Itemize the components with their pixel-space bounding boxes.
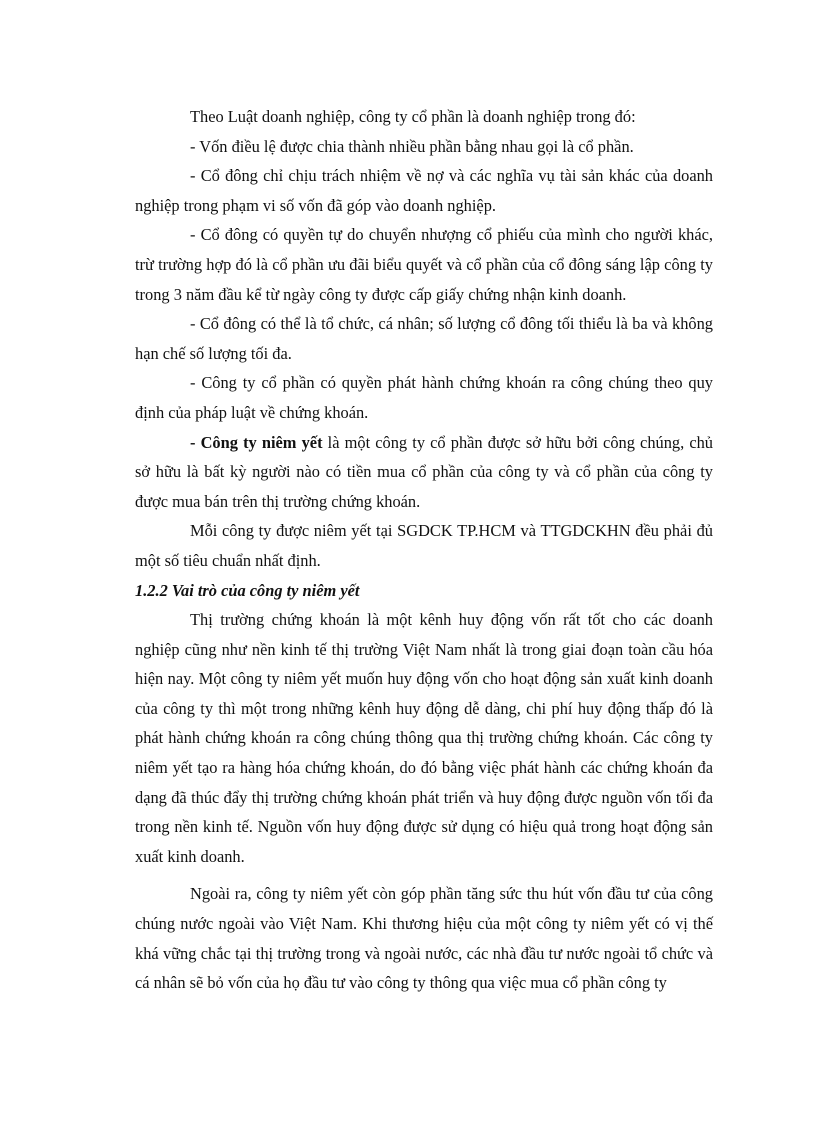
paragraph-intro: Theo Luật doanh nghiệp, công ty cổ phần là doanh nghiệp trong đó: <box>190 107 636 126</box>
paragraph-shareholder-liability: - Cổ đông chỉ chịu trách nhiệm về nợ và các nghĩa vụ tài sản khác của doanh nghiệp trong phạm vi số vốn đã góp vào doanh nghiệp. <box>135 166 713 215</box>
listed-company-definition: là một công ty cổ phần được sở hữu bởi công chúng, chủ sở hữu là bất kỳ người nào có tiền mua cổ phần của công ty và cổ phần của công ty được mua bán trên thị trường chứng khoán. <box>135 432 713 511</box>
paragraph-listing-standards: Mỗi công ty được niêm yết tại SGDCK TP.HCM và TTGDCKHN đều phải đủ một số tiêu chuẩn nhất định. <box>135 521 713 570</box>
paragraph-listed-company <box>135 428 713 517</box>
section-heading: 1.2.2 Vai trò của công ty niêm yết <box>135 580 360 600</box>
document-page <box>135 102 713 998</box>
paragraph-foreign-investment: Ngoài ra, công ty niêm yết còn góp phần tăng sức thu hút vốn đầu tư của công chúng nước ngoài vào Việt Nam. Khi thương hiệu của một công ty niêm yết có vị thế khá vững chắc tại thị trường trong và ngoài nước, các nhà đầu tư nước ngoài tổ chức và cá nhân sẽ bỏ vốn của họ đầu tư vào công ty thông qua việc mua cổ phần công ty <box>135 884 713 993</box>
paragraph-securities-issuance: - Công ty cổ phần có quyền phát hành chứng khoán ra công chúng theo quy định của pháp luật về chứng khoán. <box>135 373 713 422</box>
paragraph-charter-capital: - Vốn điều lệ được chia thành nhiều phần bằng nhau gọi là cổ phần. <box>190 136 634 156</box>
paragraph-shareholder-count: - Cổ đông có thể là tổ chức, cá nhân; số lượng cổ đông tối thiểu là ba và không hạn chế số lượng tối đa. <box>135 314 713 363</box>
paragraph-role-capital: Thị trường chứng khoán là một kênh huy động vốn rất tốt cho các doanh nghiệp cũng như nền kinh tế thị trường Việt Nam nhất là trong giai đoạn toàn cầu hóa hiện nay. Một công ty niêm yết muốn huy động vốn cho hoạt động sản xuất kinh doanh của công ty thì một trong những kênh huy động dễ dàng, chi phí huy động thấp đó là phát hành chứng khoán ra công chúng thông qua thị trường chứng khoán. Các công ty niêm yết tạo ra hàng hóa chứng khoán, do đó bằng việc phát hành các chứng khoán đa dạng đã thúc đẩy thị trường chứng khoán phát triển và huy động được nguồn vốn tối đa trong nền kinh tế. Nguồn vốn huy động được sử dụng có hiệu quả trong hoạt động sản xuất kinh doanh. <box>135 610 713 866</box>
listed-company-term: - Công ty niêm yết <box>190 432 323 452</box>
paragraph-share-transfer: - Cổ đông có quyền tự do chuyển nhượng cổ phiếu của mình cho người khác, trừ trường hợp đó là cổ phần ưu đãi biểu quyết và cổ phần của cổ đông sáng lập công ty trong 3 năm đầu kể từ ngày công ty được cấp giấy chứng nhận kinh doanh. <box>135 225 713 304</box>
